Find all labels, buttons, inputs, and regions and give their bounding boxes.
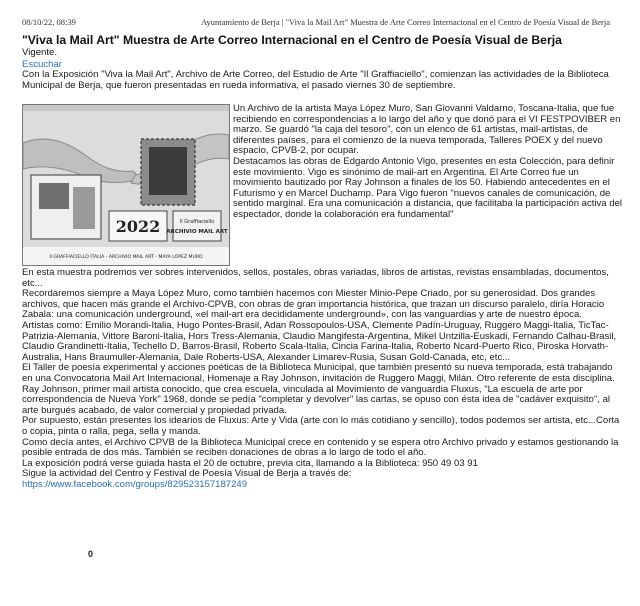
image-stamp-text: ARCHIVIO MAIL ART bbox=[166, 229, 228, 235]
paragraph-8: Por supuesto, están presentes los idearios de Fluxus: Arte y Vida (arte con lo más cotidiano y sencillo), todos podemos ser artista, etc...Corta o copia, pinta o ralla, pega, sella y manda. bbox=[22, 415, 620, 437]
print-source-title: Ayuntamiento de Berja | "Viva la Mail Art" Muestra de Arte Correo Internacional en el Centro de Poesía Visual de Berja bbox=[201, 17, 610, 27]
image-caption: Il GRAFFIACIELLO ITALIA - ARCHIVIO MAIL ART - MAYA LOPEZ MURO bbox=[49, 255, 203, 260]
image-stamp-small: Il Graffiaciello bbox=[179, 219, 215, 225]
side-paragraph-2: Destacamos las obras de Edgardo Antonio Vigo, presentes en esta Colección, para definir este movimiento. Vigo es sinónimo de mail-art en Argentina. El Arte Correo fue un movimiento bautizado por Ray Johnson a finales de los 50. Habiendo antecedentes en el Futurismo y en Marcel Duchamp. Para Vigo fueron "nuevos canales de comunicación, de sentido marginal. Era una comunicación a distancia, que facilitaba la participación activa del espectador, donde la colaboración era fundamental" bbox=[233, 155, 622, 220]
mail-art-image bbox=[22, 104, 230, 266]
listen-link[interactable]: Escuchar bbox=[22, 59, 62, 70]
paragraph-7: Ray Johnson, primer mail artista conocido, que crea escuela, vinculada al Movimiento de vanguardia Fluxus, "La escuela de arte por correspondencia de Nueva York" 1968, donde se pedía "completar y devolver" las cartas, se opuso con ésta idea de "cadáver exquisito", al arte burgués acabado, de valor comercial y propiedad privada. bbox=[22, 383, 610, 416]
paragraph-3: En esta muestra podremos ver sobres intervenidos, sellos, postales, obras variadas, libros de artistas, revistas ensambladas, documentos, etc... bbox=[22, 267, 609, 289]
paragraph-10: La exposición podrá verse guiada hasta el 20 de octubre, previa cita, llamando a la Biblioteca: 950 49 03 91 bbox=[22, 457, 478, 469]
print-date: 08/10/22, 08:39 bbox=[22, 17, 76, 27]
print-header bbox=[22, 17, 610, 29]
article-title-text: "Viva la Mail Art" Muestra de Arte Correo Internacional en el Centro de Poesía Visual de Berja bbox=[22, 33, 562, 47]
side-paragraph-1: Un Archivo de la artista Maya López Muro, San Giovanni Valdarno, Toscana-Italia, que fue recibiendo en correspondencias a lo largo del año y que donó para el VI FESTPOVIBER en marzo. Se guardó "la caja del tesoro", con un elenco de 61 artistas, mail-artistas, de diferentes países, para el comienzo de la nueva temporada, Talleres POEX y del nuevo espacio, CPVB-2, por ocupar. bbox=[233, 103, 621, 157]
image-year: 2022 bbox=[115, 217, 161, 236]
article-body bbox=[22, 268, 624, 490]
article-title-tail: Vigente. bbox=[22, 47, 58, 58]
facebook-link[interactable]: https://www.facebook.com/groups/829523157187249 bbox=[22, 478, 248, 490]
page-counter: 0 bbox=[88, 549, 94, 559]
paragraph-4: Recordaremos siempre a Maya López Muro, como también hacemos con Miester Minio-Pepe Criado, por su generosidad. Dos grandes archivos, que hacen más grande el Archivo-CPVB, con obras de gran importancia histórica, que trazan un discurso paralelo, diría Horacio Zabala: una comunicación underground, «el mail-art era decididamente underground», con las vanguardias y arte de nuestro época. bbox=[22, 288, 605, 321]
paragraph-9: Como decía antes, el Archivo CPVB de la Biblioteca Municipal crece en contenido y se espera otro Archivo privado y estamos gestionando la posible entrada de dos más. También se reciben donaciones de obras a lo largo de todo el año. bbox=[22, 436, 619, 459]
paragraph-11: Sigue la actividad del Centro y Festival de Poesía Visual de Berja a través de: bbox=[22, 468, 352, 480]
paragraph-6: El Taller de poesía experimental y acciones poéticas de la Biblioteca Municipal, que también presentó su nueva temporada, está trabajando en una Convocatoria Mail Art Internacional, Homenaje a Ray Johnson, invitación de Ruggero Maggi, Milán. Otro referente de esta disciplina. bbox=[22, 362, 615, 384]
side-text bbox=[233, 104, 625, 221]
paragraph-5: Artistas como: Emilio Morandi-Italia, Hugo Pontes-Brasil, Adan Rossopoulos-USA, Clemente Padín-Uruguay, Ruggero Maggi-Italia, TicTac-Patrizia-Alemania, Vittore Baroni-Italia, Hors Tress-Alemania, Claudio Mangifesta-Argentina, Mikel Untzilla-Euskadi, Fernando Calhau-Brasil, Claudio Grandinetti-Italia, Techello D, Barros-Brasil, Roberto Scala-Italia, Cincia Farina-Italia, Roberto Ncard-Puerto Rico, Piroska Horvath-Australia, Hans Braumuller-Alemania, Dale Roberts-USA, Alexander Limarev-Rusia, Susan Gold-Canada, etc, etc... bbox=[22, 319, 617, 363]
mail-art-illustration bbox=[23, 105, 229, 265]
intro-paragraph: Con la Exposición "Viva la Mail Art", Archivo de Arte Correo, del Estudio de Arte "Il Graffiaciello", comienzan las actividades de la Biblioteca Municipal de Berja, que fueron presentadas en rueda informativa, el pasado viernes 30 de septiembre. bbox=[22, 69, 609, 91]
article-title bbox=[22, 33, 622, 58]
